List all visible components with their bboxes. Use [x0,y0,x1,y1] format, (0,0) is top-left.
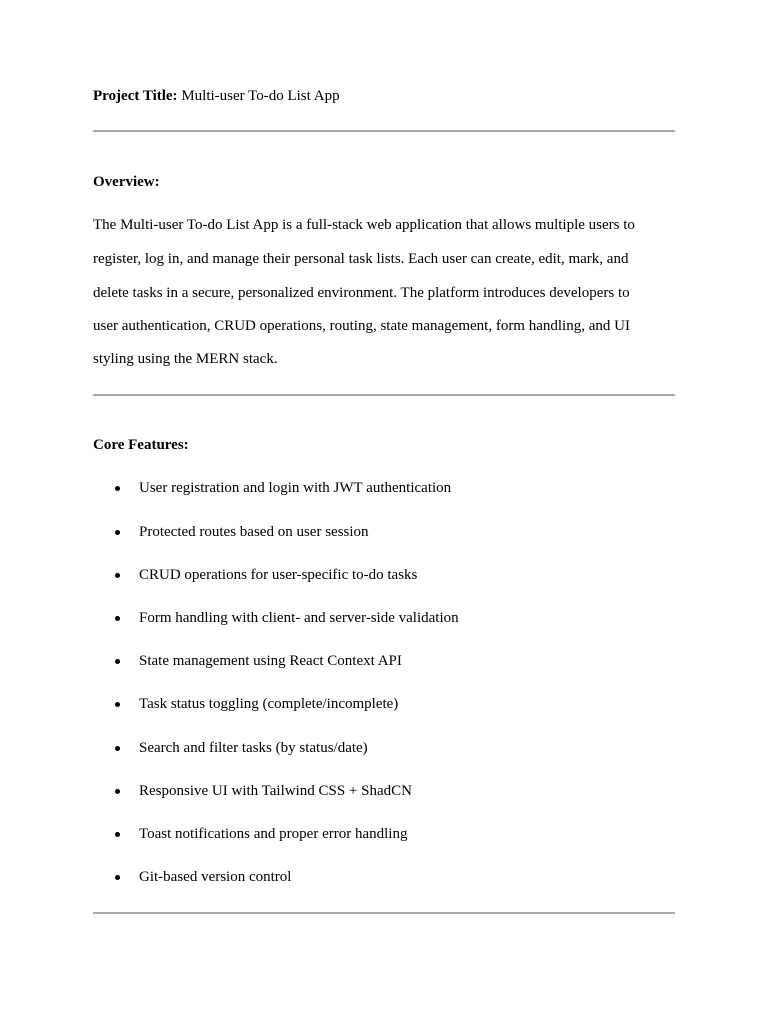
bullet-icon [115,486,120,491]
divider-3 [93,912,675,914]
list-item-text: Protected routes based on user session [139,524,369,540]
bullet-icon [115,573,120,578]
list-item [0,739,768,757]
bullet-icon [115,746,120,751]
list-item-text: State management using React Context API [139,653,402,669]
divider-2 [93,394,675,396]
list-item-text: Responsive UI with Tailwind CSS + ShadCN [139,783,412,799]
core-features-heading: Core Features: [93,437,189,453]
bullet-icon [115,832,120,837]
list-item [0,652,768,670]
overview-line-2: register, log in, and manage their personal task lists. Each user can create, edit, mark, and [93,251,629,267]
bullet-icon [115,659,120,664]
project-title-line [93,87,340,105]
list-item-text: CRUD operations for user-specific to-do tasks [139,567,418,583]
list-item [0,523,768,541]
list-item-text: Git-based version control [139,869,292,885]
overview-line-4: user authentication, CRUD operations, routing, state management, form handling, and UI [93,318,630,334]
overview-line-5: styling using the MERN stack. [93,351,278,367]
bullet-icon [115,616,120,621]
project-title-value: Multi-user To-do List App [181,88,340,104]
list-item [0,782,768,800]
bullet-icon [115,875,120,880]
list-item [0,479,768,497]
bullet-icon [115,702,120,707]
list-item-text: Form handling with client- and server-side validation [139,610,459,626]
list-item [0,825,768,843]
project-title-label: Project Title: [93,88,178,104]
list-item-text: Search and filter tasks (by status/date) [139,740,368,756]
list-item-text: Task status toggling (complete/incomplete) [139,696,399,712]
list-item-text: Toast notifications and proper error handling [139,826,408,842]
overview-line-3: delete tasks in a secure, personalized environment. The platform introduces developers to [93,285,630,301]
list-item [0,868,768,886]
list-item [0,609,768,627]
overview-heading: Overview: [93,174,160,190]
overview-line-1: The Multi-user To-do List App is a full-stack web application that allows multiple users to [93,217,635,233]
list-item-text: User registration and login with JWT authentication [139,480,452,496]
list-item [0,566,768,584]
bullet-icon [115,789,120,794]
bullet-icon [115,530,120,535]
list-item [0,695,768,713]
divider-1 [93,130,675,132]
